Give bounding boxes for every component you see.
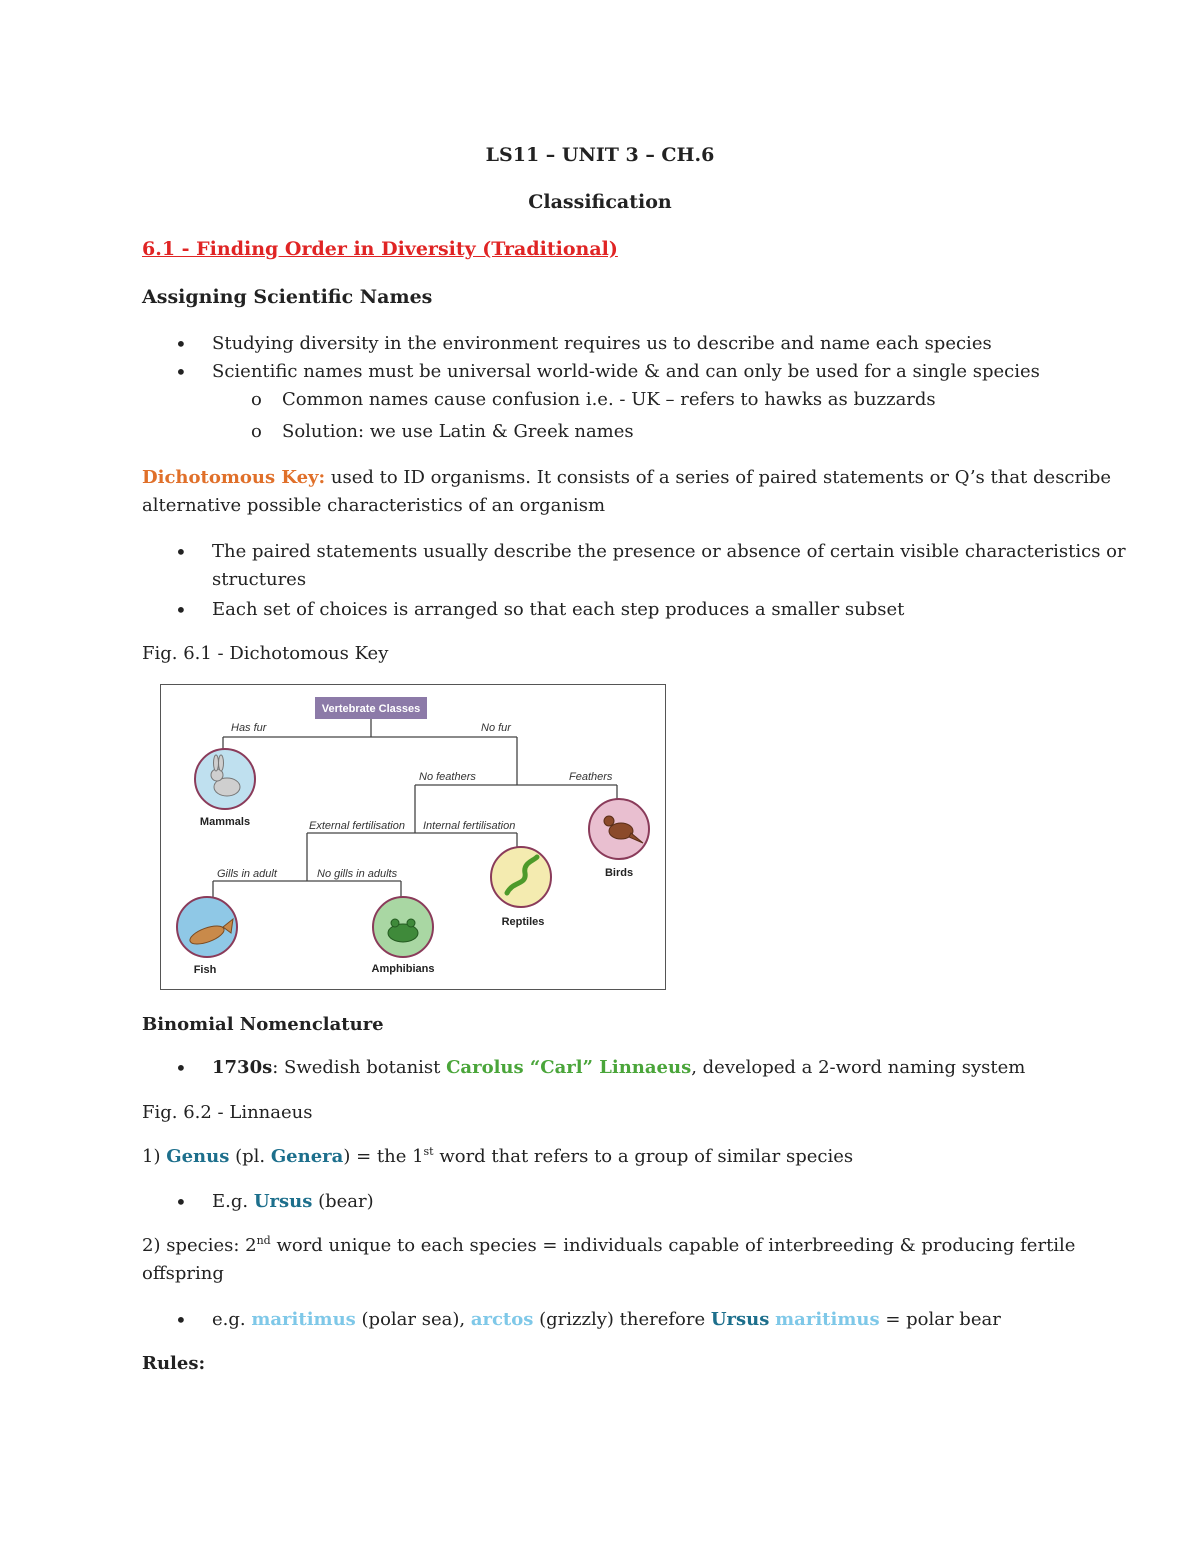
dichotomous-term: Dichotomous Key: xyxy=(142,467,326,488)
list-item: • Scientific names must be universal world-wide & and can only be used for a single species xyxy=(212,358,1040,386)
birds-node xyxy=(589,799,649,879)
branch-label: Internal fertilisation xyxy=(423,820,516,832)
branch-label: Feathers xyxy=(569,771,613,783)
list-item-cont: structures xyxy=(212,569,307,590)
section-heading-6-1: 6.1 - Finding Order in Diversity (Traditional) xyxy=(142,238,618,260)
sub-list-item: o Common names cause confusion i.e. - UK – refers to hawks as buzzards xyxy=(282,386,936,414)
class-label: Fish xyxy=(193,964,217,976)
branch-label: Has fur xyxy=(231,722,267,734)
amphibians-node xyxy=(372,897,435,975)
sub-list-item: o Solution: we use Latin & Greek names xyxy=(282,418,634,446)
list-item-genus-example: • E.g. Ursus (bear) xyxy=(212,1188,374,1216)
list-item: • Studying diversity in the environment requires us to describe and name each species xyxy=(212,330,992,358)
class-label: Reptiles xyxy=(501,916,545,928)
course-header: LS11 – UNIT 3 – CH.6 xyxy=(485,144,715,166)
dichotomous-definition-cont: alternative possible characteristics of an organism xyxy=(142,495,606,516)
list-item-linnaeus: • 1730s: Swedish botanist Carolus “Carl” Linnaeus, developed a 2-word naming system xyxy=(212,1054,1025,1082)
mammals-node xyxy=(195,749,255,828)
subheading-binomial: Binomial Nomenclature xyxy=(142,1014,384,1035)
list-item: • The paired statements usually describe the presence or absence of certain visible characteristics or xyxy=(212,538,1126,566)
species-definition-cont: offspring xyxy=(142,1263,224,1284)
dichotomous-definition: Dichotomous Key: used to ID organisms. It consists of a series of paired statements or Q’s that describe xyxy=(142,467,1112,488)
linnaeus-name: Carolus “Carl” Linnaeus xyxy=(446,1057,692,1078)
genus-definition: 1) Genus (pl. Genera) = the 1st word that refers to a group of similar species xyxy=(142,1145,854,1167)
figure-caption: Fig. 6.2 - Linnaeus xyxy=(142,1102,313,1123)
branch-label: Gills in adult xyxy=(217,868,277,880)
page-title: Classification xyxy=(528,191,672,213)
class-label: Amphibians xyxy=(371,963,435,975)
dichotomous-key-figure xyxy=(160,684,666,990)
class-label: Mammals xyxy=(199,816,251,828)
branch-label: No fur xyxy=(481,722,511,734)
root-label: Vertebrate Classes xyxy=(321,703,421,715)
dichotomous-key-diagram xyxy=(161,685,665,989)
subheading-scientific-names: Assigning Scientific Names xyxy=(142,286,433,308)
figure-caption: Fig. 6.1 - Dichotomous Key xyxy=(142,643,389,664)
reptiles-node xyxy=(491,847,551,928)
branch-label: No feathers xyxy=(419,771,476,783)
class-label: Birds xyxy=(604,867,634,879)
branch-label: External fertilisation xyxy=(309,820,405,832)
reptiles-circle xyxy=(491,847,551,907)
list-item-species-example: • e.g. maritimus (polar sea), arctos (grizzly) therefore Ursus maritimus = polar bear xyxy=(212,1306,1001,1334)
fish-node xyxy=(177,897,237,976)
rules-heading: Rules: xyxy=(142,1353,206,1374)
species-definition: 2) species: 2nd word unique to each species = individuals capable of interbreeding & producing fertile xyxy=(142,1234,1076,1256)
branch-label: No gills in adults xyxy=(317,868,398,880)
list-item: • Each set of choices is arranged so that each step produces a smaller subset xyxy=(212,596,904,624)
